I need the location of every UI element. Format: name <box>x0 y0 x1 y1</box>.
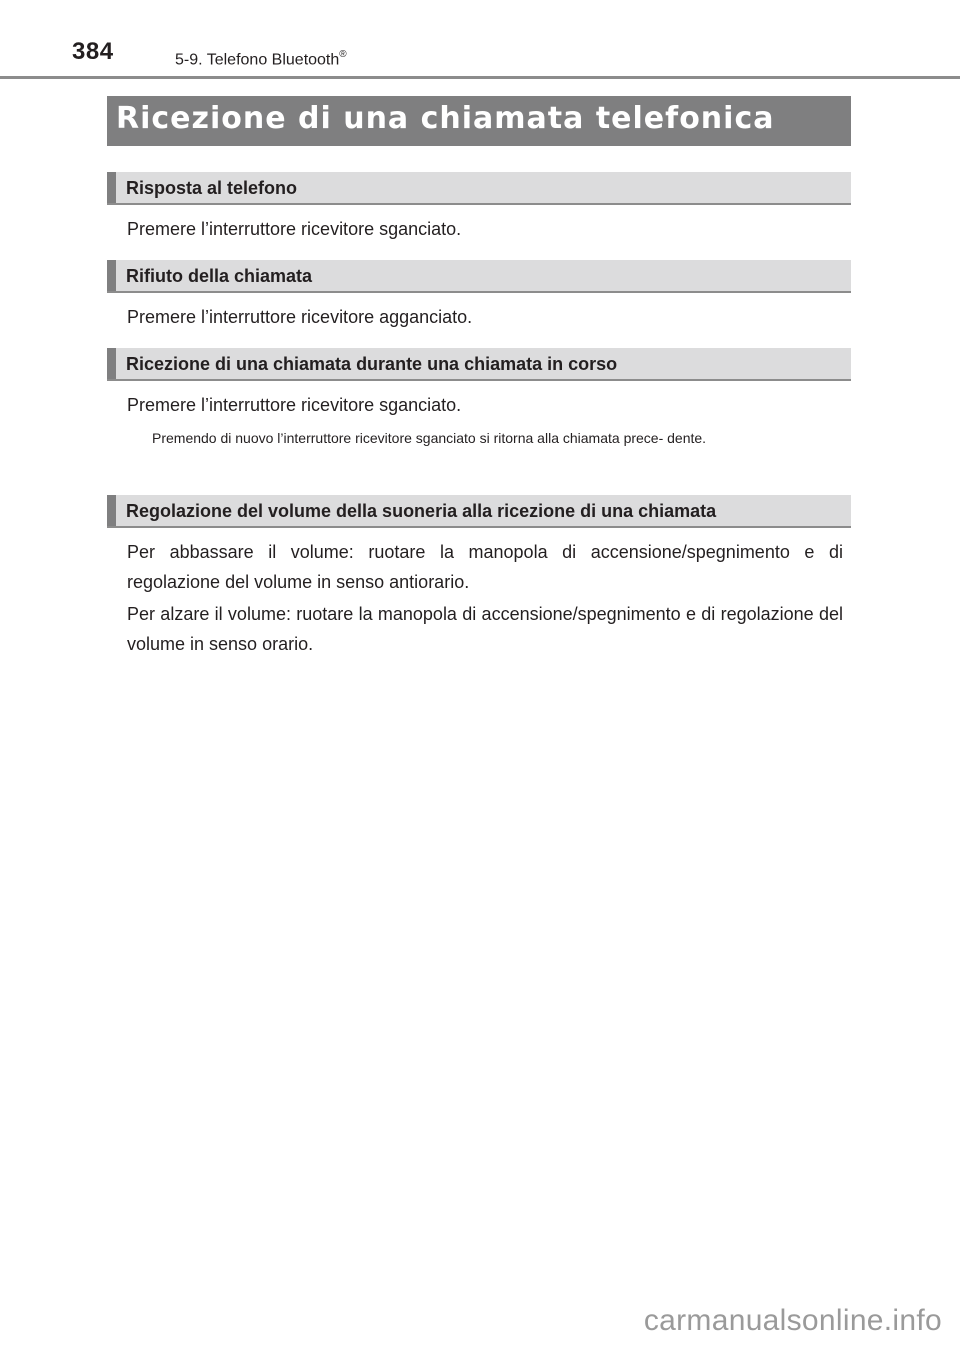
paragraph-reject: Premere l’interruttore ricevitore agganciato. <box>127 307 473 327</box>
page-number: 384 <box>72 38 114 65</box>
page-title: Ricezione di una chiamata telefonica <box>116 101 775 136</box>
watermark: carmanualsonline.info <box>643 1304 942 1337</box>
section-heading-text: Ricezione di una chiamata durante una chiamata in corso <box>126 354 618 374</box>
chapter-title-text: 5-9. Telefono Bluetooth <box>175 51 340 69</box>
section-heading-ringtone-volume <box>107 495 851 528</box>
paragraph-call-waiting: Premere l’interruttore ricevitore sganciato. <box>127 395 462 415</box>
note-call-waiting: Premendo di nuovo l’interruttore ricevitore sganciato si ritorna alla chiamata prece- dente. <box>152 430 707 446</box>
section-heading-answer <box>107 172 851 205</box>
header-rule <box>0 76 960 79</box>
section-heading-call-waiting <box>107 348 851 381</box>
paragraph-volume-down: Per abbassare il volume: ruotare la manopola di accensione/spegnimento e di regolazione del volume in senso antiorario. <box>127 542 843 592</box>
section-heading-text: Regolazione del volume della suoneria alla ricezione di una chiamata <box>126 501 717 521</box>
section-heading-text: Rifiuto della chiamata <box>126 266 313 286</box>
page-header <box>0 0 960 80</box>
section-heading-text: Risposta al telefono <box>126 178 298 198</box>
paragraph-answer: Premere l’interruttore ricevitore sganciato. <box>127 219 462 239</box>
section-heading-reject <box>107 260 851 293</box>
chapter-title <box>175 50 347 69</box>
page-title-bar <box>107 96 851 146</box>
registered-mark: ® <box>339 49 347 60</box>
paragraph-volume-up: Per alzare il volume: ruotare la manopola di accensione/spegnimento e di regolazione del volume in senso orario. <box>127 604 843 654</box>
